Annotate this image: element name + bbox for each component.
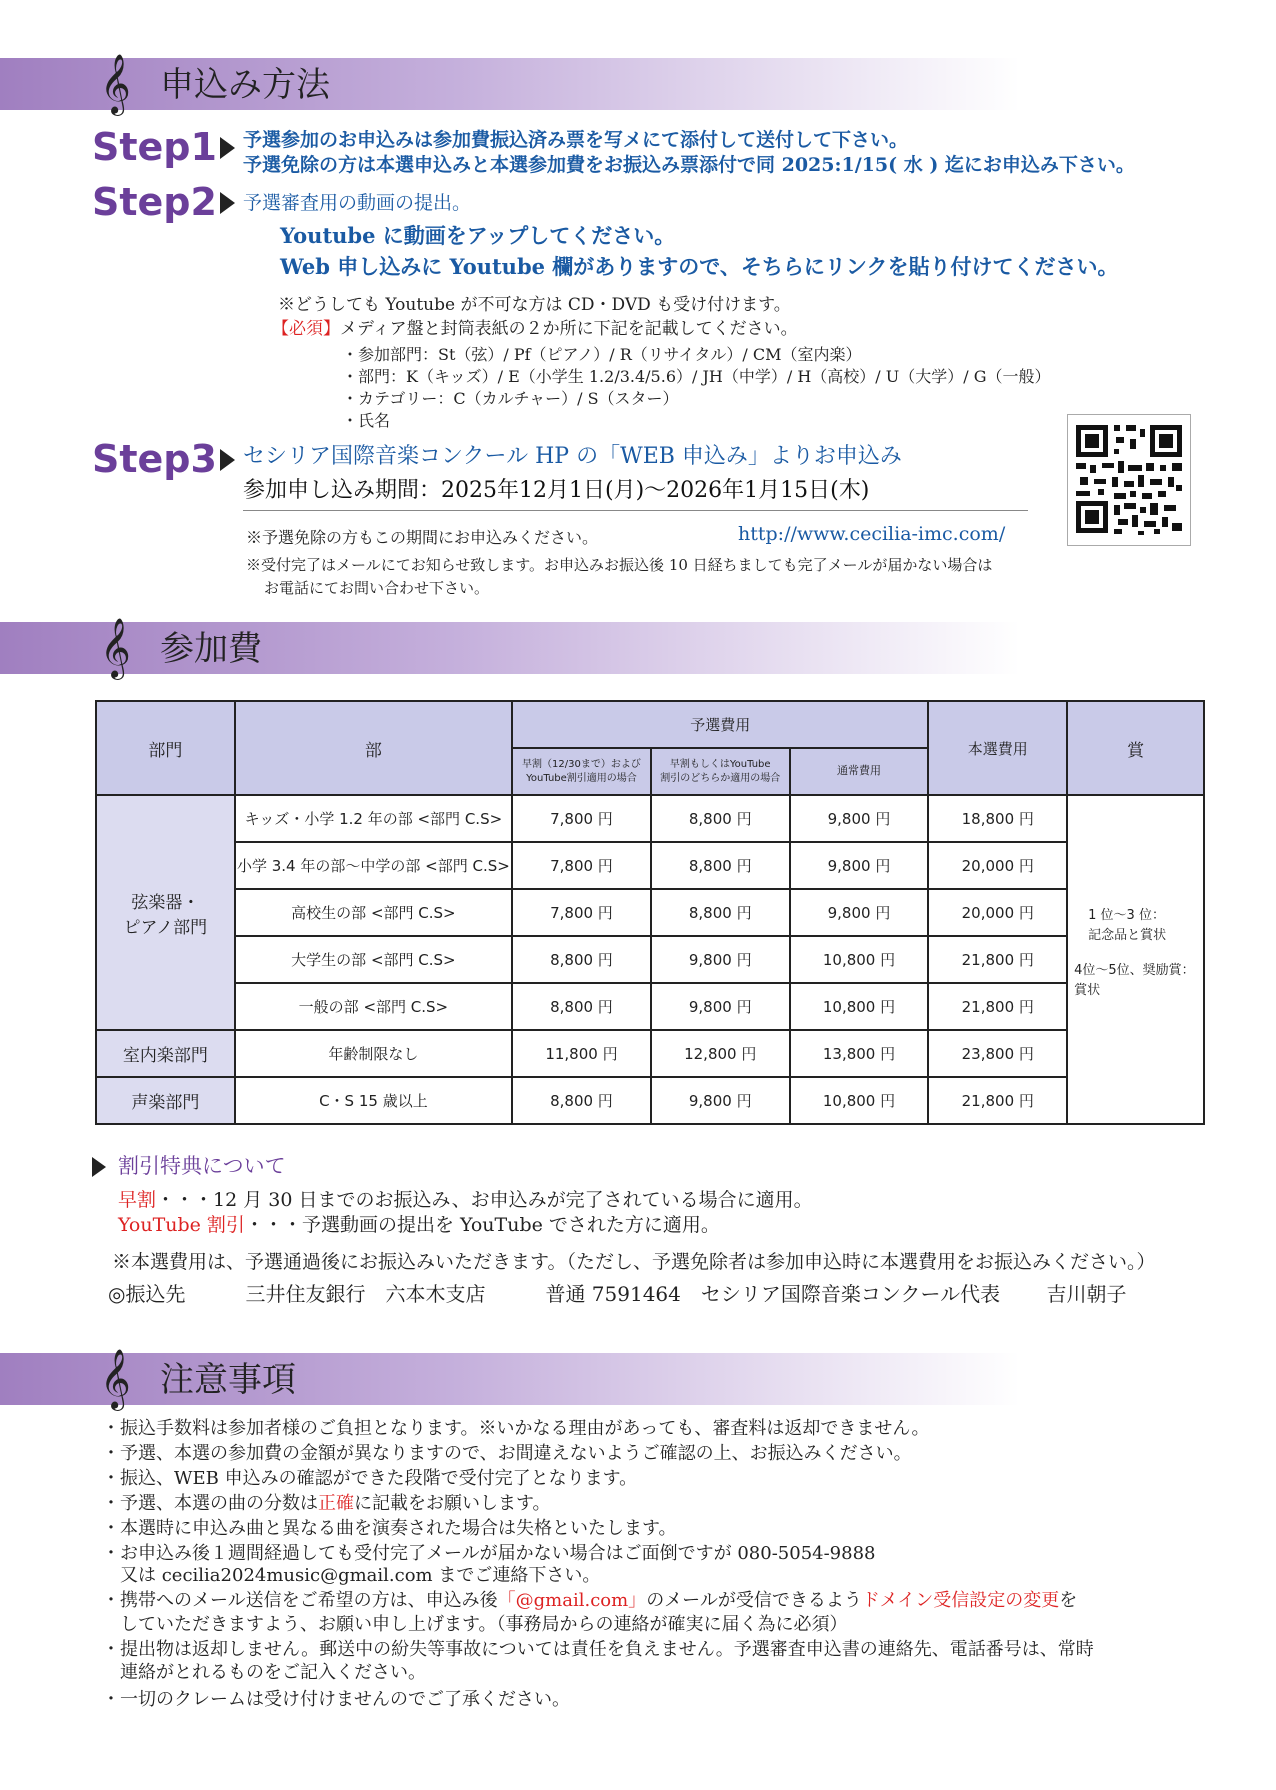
early-tag: 早割	[118, 1189, 157, 1211]
step3-note1: ※予選免除の方もこの期間にお申込みください。	[246, 528, 599, 547]
fee-table	[95, 700, 1205, 1125]
note-12: ・一切のクレームは受け付けませんのでご了承ください。	[102, 1689, 570, 1710]
step2-line2: Youtube に動画をアップしてください。	[280, 223, 676, 248]
step2-required	[272, 320, 798, 340]
row-part: 小学 3.4 年の部～中学の部 <部門 C.S>	[235, 842, 512, 889]
row-final: 21,800 円	[928, 936, 1067, 983]
row-final: 23,800 円	[928, 1030, 1067, 1077]
row-price-3: 9,800 円	[790, 889, 929, 936]
step2-line1: 予選審査用の動画の提出。	[243, 192, 472, 214]
prize-line3: 4位～5位、奨励賞：	[1074, 963, 1195, 978]
prize-line1: 1 位～3 位：	[1088, 908, 1165, 923]
header-prize: 賞	[1067, 701, 1204, 795]
step3-line1: セシリア国際音楽コンクール HP の「WEB 申込み」よりお申込み	[243, 444, 902, 469]
row-price-2: 8,800 円	[651, 889, 790, 936]
row-final: 21,800 円	[928, 1077, 1067, 1124]
step3-url[interactable]: http://www.cecilia-imc.com/	[738, 523, 1006, 545]
header-sub1	[512, 748, 651, 795]
row-price-1: 7,800 円	[512, 842, 651, 889]
note-4-c: に記載をお願いします。	[354, 1493, 551, 1514]
row-price-1: 7,800 円	[512, 889, 651, 936]
youtube-tag: YouTube 割引	[118, 1214, 245, 1236]
note-4-a: ・予選、本選の曲の分数は	[102, 1493, 318, 1514]
note-8	[102, 1591, 1077, 1612]
note-11: 連絡がとれるものをご記入ください。	[102, 1662, 426, 1683]
qr-code	[1067, 414, 1191, 546]
note-7: 又は cecilia2024music@gmail.com までご連絡下さい。	[102, 1565, 601, 1586]
note-4	[102, 1494, 551, 1515]
row-price-2: 9,800 円	[651, 1077, 790, 1124]
treble-clef-icon: 𝄞	[100, 1349, 131, 1409]
row-price-3: 9,800 円	[790, 795, 929, 842]
row-part: 大学生の部 <部門 C.S>	[235, 936, 512, 983]
section-bar-fee	[0, 618, 1020, 678]
step2-item-4: ・氏名	[342, 411, 391, 430]
section-bar-apply	[0, 54, 1020, 114]
header-final: 本選費用	[928, 701, 1067, 795]
row-final: 18,800 円	[928, 795, 1067, 842]
note-2: ・予選、本選の参加費の金額が異なりますので、お間違えないようご確認の上、お振込みください。	[102, 1443, 912, 1464]
step1-line1: 予選参加のお申込みは参加費振込済み票を写メにて添付して送付して下さい。	[243, 129, 909, 151]
table-row	[96, 842, 1204, 889]
step2-item-2: ・部門：K（キッズ）/ E（小学生 1.2/3.4/5.6）/ JH（中学）/ H（高校）/ U（大学）/ G（一般）	[342, 367, 1051, 386]
dept-vocal: 声楽部門	[96, 1077, 235, 1124]
treble-clef-icon: 𝄞	[100, 618, 131, 678]
step2-label: Step2	[92, 180, 217, 224]
row-part: 一般の部 <部門 C.S>	[235, 983, 512, 1030]
header-sub2-line2: 割引のどちらか適用の場合	[660, 772, 781, 784]
step1-label: Step1	[92, 125, 217, 169]
table-row	[96, 1077, 1204, 1124]
row-price-2: 12,800 円	[651, 1030, 790, 1077]
row-price-1: 11,800 円	[512, 1030, 651, 1077]
dept-strings	[96, 795, 235, 1030]
youtube-text: ・・・予選動画の提出を YouTube でされた方に適用。	[244, 1214, 720, 1236]
dept-strings-line2: ピアノ部門	[123, 917, 208, 938]
qr-code-graphic	[1068, 415, 1190, 545]
discount-youtube	[118, 1215, 720, 1237]
table-row	[96, 889, 1204, 936]
step3-note2a: ※受付完了はメールにてお知らせ致します。お申込みお振込後 10 日経ちましても完了メールが届かない場合は	[246, 556, 993, 574]
note-5: ・本選時に申込み曲と異なる曲を演奏された場合は失格といたします。	[102, 1518, 677, 1539]
discount-note: ※本選費用は、予選通過後にお振込みいただきます。（ただし、予選免除者は参加申込時に本選費用をお振込みください。）	[112, 1251, 1156, 1273]
step3-divider	[243, 510, 1028, 511]
note-1: ・振込手数料は参加者様のご負担となります。※いかなる理由があっても、審査料は返却できません。	[102, 1418, 930, 1439]
step1-line2: 予選免除の方は本選申込みと本選参加費をお振込み票添付で同 2025:1/15( 水 ) 迄にお申込み下さい。	[243, 154, 1135, 176]
note-3: ・振込、WEB 申込みの確認ができた段階で受付完了となります。	[102, 1468, 638, 1489]
bank-info: ◎振込先 三井住友銀行 六本木支店 普通 7591464 セシリア国際音楽コンクール代表 吉川朝子	[108, 1282, 1127, 1306]
row-price-2: 8,800 円	[651, 795, 790, 842]
note-8-b: 「@gmail.com」	[497, 1590, 647, 1611]
section-title-fee: 参加費	[160, 629, 262, 669]
header-sub2-line1: 早割もしくはYouTube	[669, 759, 771, 770]
row-price-1: 8,800 円	[512, 936, 651, 983]
row-price-1: 8,800 円	[512, 983, 651, 1030]
row-final: 20,000 円	[928, 842, 1067, 889]
note-8-c: のメールが受信できるよう	[646, 1590, 862, 1611]
step2-item-1: ・参加部門：St（弦）/ Pf（ピアノ）/ R（リサイタル）/ CM（室内楽）	[342, 345, 862, 364]
table-row	[96, 1030, 1204, 1077]
discount-title: 割引特典について	[118, 1154, 286, 1178]
step2-note: ※どうしても Youtube が不可な方は CD・DVD も受け付けます。	[278, 295, 791, 315]
row-part: C・S 15 歳以上	[235, 1077, 512, 1124]
note-4-b: 正確	[318, 1493, 354, 1514]
row-price-3: 10,800 円	[790, 1077, 929, 1124]
row-final: 20,000 円	[928, 889, 1067, 936]
table-row	[96, 983, 1204, 1030]
header-part: 部	[235, 701, 512, 795]
prize-line4: 賞状	[1074, 982, 1101, 998]
row-price-3: 10,800 円	[790, 936, 929, 983]
step3-line2: 参加申し込み期間：2025年12月1日(月)～2026年1月15日(木)	[243, 478, 870, 503]
section-title-notes: 注意事項	[160, 1360, 296, 1400]
early-text: ・・・12 月 30 日までのお振込み、お申込みが完了されている場合に適用。	[156, 1189, 813, 1211]
section-bar-notes	[0, 1349, 1020, 1409]
row-final: 21,800 円	[928, 983, 1067, 1030]
table-row	[96, 936, 1204, 983]
row-price-2: 9,800 円	[651, 983, 790, 1030]
section-title-apply: 申込み方法	[160, 65, 330, 105]
header-sub2	[651, 748, 790, 795]
row-part: 年齢制限なし	[235, 1030, 512, 1077]
table-row	[96, 795, 1204, 842]
row-part: 高校生の部 <部門 C.S>	[235, 889, 512, 936]
row-price-3: 9,800 円	[790, 842, 929, 889]
row-price-2: 8,800 円	[651, 842, 790, 889]
treble-clef-icon: 𝄞	[100, 54, 131, 114]
row-price-2: 9,800 円	[651, 936, 790, 983]
required-text: メディア盤と封筒表紙の２か所に下記を記載してください。	[340, 319, 798, 339]
prize-line2: 記念品と賞状	[1088, 927, 1167, 943]
play-triangle-icon	[92, 1157, 106, 1177]
row-price-1: 7,800 円	[512, 795, 651, 842]
play-triangle-icon	[220, 137, 235, 159]
prize-cell	[1067, 795, 1204, 1124]
header-sub3: 通常費用	[790, 748, 929, 795]
note-10: ・提出物は返却しません。郵送中の紛失等事故については責任を負えません。予選審査申込書の連絡先、電話番号は、常時	[102, 1639, 1094, 1660]
note-8-e: を	[1059, 1590, 1078, 1611]
note-8-d: ドメイン受信設定の変更	[861, 1590, 1060, 1611]
dept-strings-line1: 弦楽器・	[131, 892, 200, 913]
step2-line3: Web 申し込みに Youtube 欄がありますので、そちらにリンクを貼り付けてください。	[280, 254, 1119, 279]
header-sub1-line1: 早割（12/30まで）および	[522, 759, 641, 770]
step3-note2b: お電話にてお問い合わせ下さい。	[264, 579, 490, 597]
discount-early	[118, 1190, 813, 1212]
header-prelim: 予選費用	[512, 701, 928, 748]
header-dept: 部門	[96, 701, 235, 795]
note-8-a: ・携帯へのメール送信をご希望の方は、申込み後	[102, 1590, 498, 1611]
note-9: していただきますよう、お願い申し上げます。（事務局からの連絡が確実に届く為に必須）	[102, 1614, 848, 1635]
row-part: キッズ・小学 1.2 年の部 <部門 C.S>	[235, 795, 512, 842]
play-triangle-icon	[220, 192, 235, 214]
note-6: ・お申込み後１週間経過しても受付完了メールが届かない場合はご面倒ですが 080-5054-9888	[102, 1543, 876, 1564]
row-price-1: 8,800 円	[512, 1077, 651, 1124]
row-price-3: 13,800 円	[790, 1030, 929, 1077]
row-price-3: 10,800 円	[790, 983, 929, 1030]
dept-chamber: 室内楽部門	[96, 1030, 235, 1077]
play-triangle-icon	[220, 449, 235, 471]
step2-item-3: ・カテゴリー：C（カルチャー）/ S（スター）	[342, 389, 679, 408]
required-tag: 【必須】	[272, 319, 340, 339]
step3-label: Step3	[92, 437, 217, 481]
header-sub1-line2: YouTube割引適用の場合	[526, 772, 637, 784]
